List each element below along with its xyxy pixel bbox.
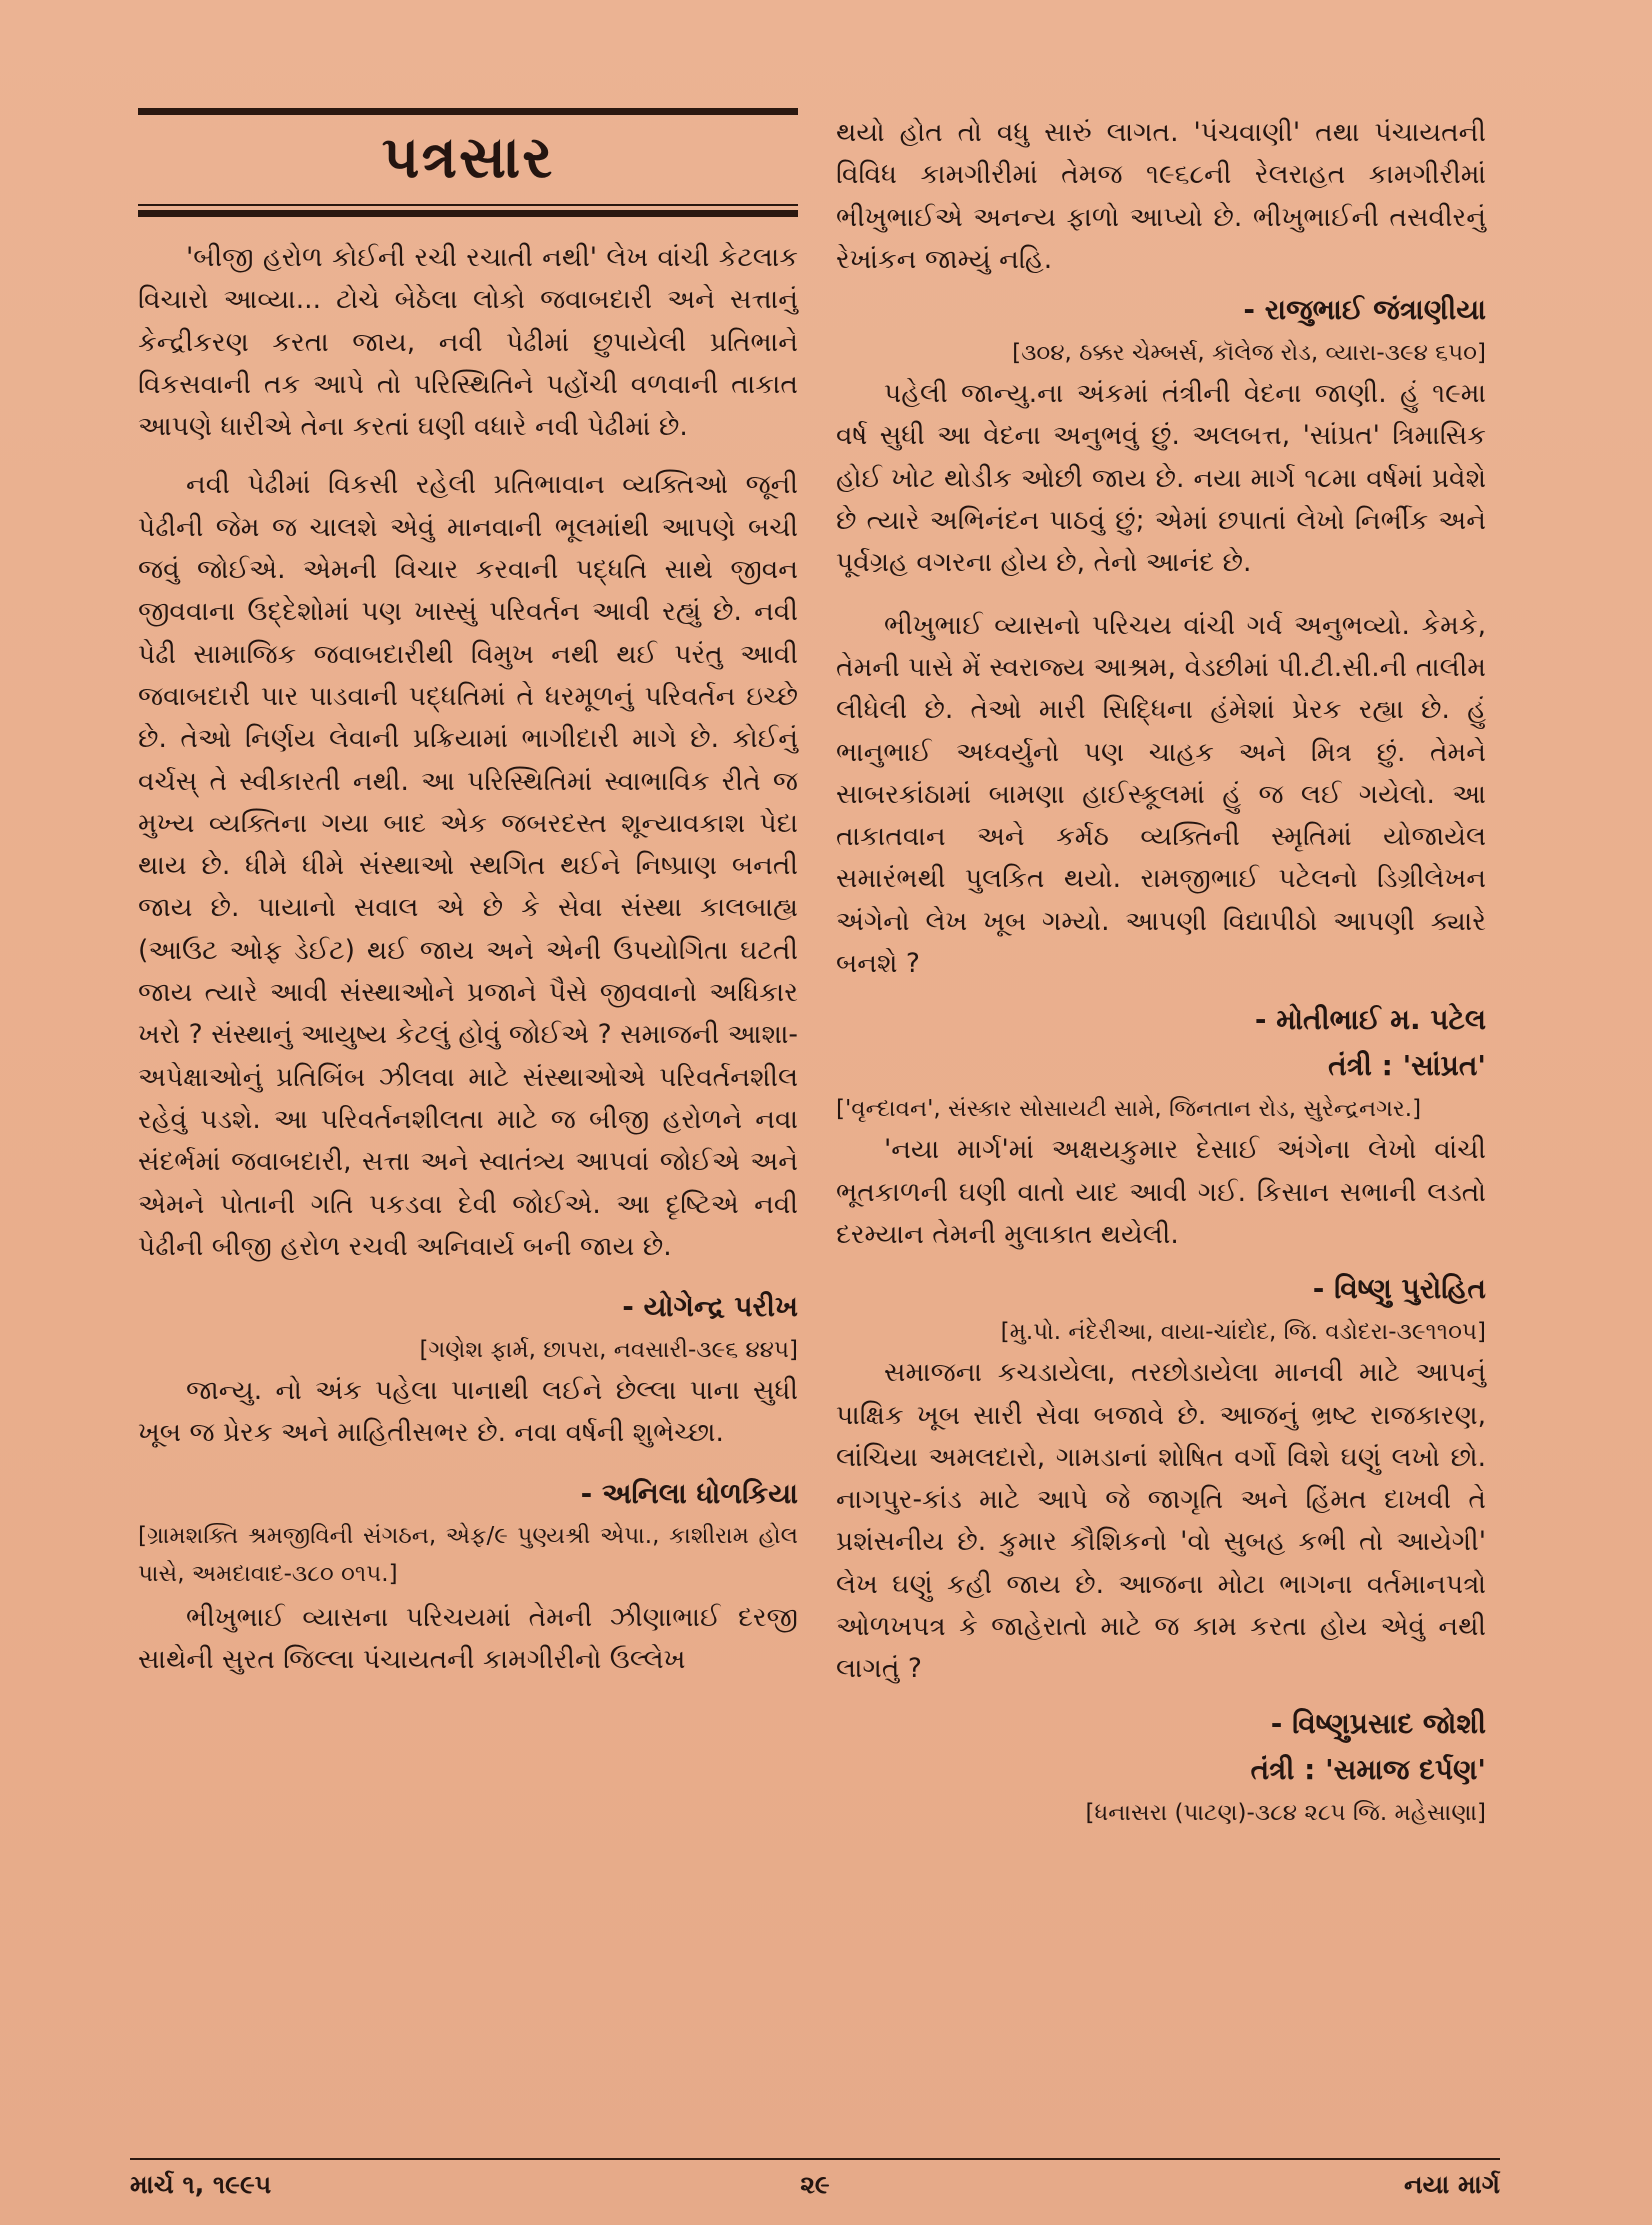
letter-2-signature: - અનિલા ધોળકિયા: [580, 1476, 798, 1510]
title-bottom-rule: [138, 210, 798, 217]
footer-date: માર્ચ ૧, ૧૯૯૫: [130, 2170, 272, 2199]
section-title: પત્રસાર: [381, 123, 555, 191]
letter-4-editor-line: તંત્રી : 'સાંપ્રત': [1328, 1049, 1486, 1083]
title-top-rule: [138, 108, 798, 115]
title-bottom-rule-thin: [138, 204, 798, 206]
letter-3-signature: - રાજુભાઈ જંત્રાણીયા: [1243, 293, 1486, 327]
letter-4-paragraph-2: ભીખુભાઈ વ્યાસનો પરિચય વાંચી ગર્વ અનુભવ્યો. કેમકે, તેમની પાસે મેં સ્વરાજ્ય આશ્રમ, વેડછીમાં પી.ટી.સી.ની તાલીમ લીધેલી છે. તેઓ મારી સિદ્ધિના હંમેશાં પ્રેરક રહ્યા છે. હું ભાનુભાઈ અધ્વર્યુનો પણ ચાહક અને મિત્ર છું. તેમને સાબરકાંઠામાં બામણા હાઈસ્કૂલમાં હું જ લઈ ગયેલો. આ તાકાતવાન અને કર્મઠ વ્યક્તિની સ્મૃતિમાં યોજાયેલ સમારંભથી પુલકિત થયો. રામજીભાઈ પટેલનો ડિગ્રીલેખન અંગેનો લેખ ખૂબ ગમ્યો. આપણી વિદ્યાપીઠો આપણી ક્યારે બનશે ?: [836, 609, 1486, 980]
letter-6-signature: - વિષ્ણુપ્રસાદ જોશી: [1270, 1706, 1486, 1740]
letter-5-address: [મુ.પો. નંદેરીઆ, વાયા-ચાંદોદ, જિ. વડોદરા-૩૯૧૧૦૫]: [1000, 1319, 1486, 1346]
letter-3-paragraph-continued: થયો હોત તો વધુ સારું લાગત. 'પંચવાણી' તથા પંચાયતની વિવિધ કામગીરીમાં તેમજ ૧૯૬૮ની રેલરાહત કામગીરીમાં ભીખુભાઈએ અનન્ય ફાળો આપ્યો છે. ભીખુભાઈની તસવીરનું રેખાંકન જામ્યું નહિ.: [836, 117, 1486, 275]
footer-page-number: ૨૯: [800, 2170, 830, 2199]
letter-5-signature: - વિષ્ણુ પુરોહિત: [1312, 1272, 1486, 1306]
footer-magazine-name: નયા માર્ગ: [1404, 2170, 1500, 2199]
letter-3-address: [૩૦૪, ઠક્કર ચેમ્બર્સ, કૉલેજ રોડ, વ્યારા-૩૯૪ ૬૫૦]: [1012, 340, 1486, 367]
letter-6-paragraph: સમાજના કચડાયેલા, તરછોડાયેલા માનવી માટે આપનું પાક્ષિક ખૂબ સારી સેવા બજાવે છે. આજનું ભ્રષ્ટ રાજકારણ, લાંચિયા અમલદારો, ગામડાનાં શોષિત વર્ગો વિશે ઘણું લખો છો. નાગપુર-કાંડ માટે આપે જે જાગૃતિ અને હિંમત દાખવી તે પ્રશંસનીય છે. કુમાર કૌશિકનો 'વો સુબહ કભી તો આયેગી' લેખ ઘણું કહી જાય છે. આજના મોટા ભાગના વર્તમાનપત્રો ઓળખપત્ર કે જાહેરાતો માટે જ કામ કરતા હોય એવું નથી લાગતું ?: [836, 1357, 1486, 1685]
letter-1-address: [ગણેશ ફાર્મ, છાપરા, નવસારી-૩૯૬ ૪૪૫]: [419, 1337, 798, 1364]
footer-row: [130, 2170, 1500, 2206]
letter-2-address: [ગ્રામશક્તિ શ્રમજીવિની સંગઠન, એફ/૯ પુણ્યશ્રી એપા., કાશીરામ હોલ પાસે, અમદાવાદ-૩૮૦ ૦૧૫.]: [138, 1522, 798, 1587]
letter-1-paragraph-1: 'બીજી હરોળ કોઈની રચી રચાતી નથી' લેખ વાંચી કેટલાક વિચારો આવ્યા... ટોચે બેઠેલા લોકો જવાબદારી અને સત્તાનું કેન્દ્રીકરણ કરતા જાય, નવી પેઢીમાં છુપાયેલી પ્રતિભાને વિકસવાની તક આપે તો પરિસ્થિતિને પહોંચી વળવાની તાકાત આપણે ધારીએ તેના કરતાં ઘણી વધારે નવી પેઢીમાં છે.: [138, 242, 798, 443]
letter-1-signature: - યોગેન્દ્ર પરીખ: [622, 1290, 798, 1324]
letter-4-address: ['વૃન્દાવન', સંસ્કાર સોસાયટી સામે, જિનતાન રોડ, સુરેન્દ્રનગર.]: [836, 1096, 1422, 1123]
letter-5-paragraph: 'નયા માર્ગ'માં અક્ષયકુમાર દેસાઈ અંગેના લેખો વાંચી ભૂતકાળની ઘણી વાતો યાદ આવી ગઈ. કિસાન સભાની લડતો દરમ્યાન તેમની મુલાકાત થયેલી.: [836, 1134, 1486, 1250]
letter-1-paragraph-2: નવી પેઢીમાં વિકસી રહેલી પ્રતિભાવાન વ્યક્તિઓ જૂની પેઢીની જેમ જ ચાલશે એવું માનવાની ભૂલમાંથી આપણે બચી જવું જોઈએ. એમની વિચાર કરવાની પદ્ધતિ સાથે જીવન જીવવાના ઉદ્દેશોમાં પણ ખાસ્સું પરિવર્તન આવી રહ્યું છે. નવી પેઢી સામાજિક જવાબદારીથી વિમુખ નથી થઈ પરંતુ આવી જવાબદારી પાર પાડવાની પદ્ધતિમાં તે ધરમૂળનું પરિવર્તન ઇચ્છે છે. તેઓ નિર્ણય લેવાની પ્રક્રિયામાં ભાગીદારી માગે છે. કોઈનું વર્ચસ્ તે સ્વીકારતી નથી. આ પરિસ્થિતિમાં સ્વાભાવિક રીતે જ મુખ્ય વ્યક્તિના ગયા બાદ એક જબરદસ્ત શૂન્યાવકાશ પેદા થાય છે. ધીમે ધીમે સંસ્થાઓ સ્થગિત થઈને નિષ્પ્રાણ બનતી જાય છે. પાયાનો સવાલ એ છે કે સેવા સંસ્થા કાલબાહ્ય (આઉટ ઓફ ડેઈટ) થઈ જાય અને એની ઉપયોગિતા ઘટતી જાય ત્યારે આવી સંસ્થાઓને પ્રજાને પૈસે જીવવાનો અધિકાર ખરો ? સંસ્થાનું આયુષ્ય કેટલું હોવું જોઈએ ? સમાજની આશા-અપેક્ષાઓનું પ્રતિબિંબ ઝીલવા માટે સંસ્થાઓએ પરિવર્તનશીલ રહેવું પડશે. આ પરિવર્તનશીલતા માટે જ બીજી હરોળને નવા સંદર્ભમાં જવાબદારી, સત્તા અને સ્વાતંત્ર્ય આપવાં જોઈએ અને એમને પોતાની ગતિ પકડવા દેવી જોઈએ. આ દૃષ્ટિએ નવી પેઢીની બીજી હરોળ રચવી અનિવાર્ય બની જાય છે.: [138, 469, 798, 1262]
left-column: [138, 108, 798, 1681]
letter-6-editor-line: તંત્રી : 'સમાજ દર્પણ': [1250, 1752, 1486, 1786]
letter-2-paragraph: જાન્યુ. નો અંક પહેલા પાનાથી લઈને છેલ્લા પાના સુધી ખૂબ જ પ્રેરક અને માહિતીસભર છે. નવા વર્ષની શુભેચ્છા.: [138, 1375, 798, 1449]
letter-3-paragraph-start: ભીખુભાઈ વ્યાસના પરિચયમાં તેમની ઝીણાભાઈ દરજી સાથેની સુરત જિલ્લા પંચાયતની કામગીરીનો ઉલ્લેખ: [138, 1601, 798, 1676]
letter-4-signature: - મોતીભાઈ મ. પટેલ: [1254, 1003, 1486, 1037]
letter-4-paragraph-1: પહેલી જાન્યુ.ના અંકમાં તંત્રીની વેદના જાણી. હું ૧૯મા વર્ષ સુધી આ વેદના અનુભવું છું. અલબત્ત, 'સાંપ્રત' ત્રિમાસિક હોઈ ખોટ થોડીક ઓછી જાય છે. નયા માર્ગ ૧૮મા વર્ષમાં પ્રવેશે છે ત્યારે અભિનંદન પાઠવું છું; એમાં છપાતાં લેખો નિર્ભીક અને પૂર્વગ્રહ વગરના હોય છે, તેનો આનંદ છે.: [836, 378, 1486, 579]
page-footer: [130, 2158, 1500, 2206]
right-column: [836, 112, 1486, 1833]
letter-6-address: [ધનાસરા (પાટણ)-૩૮૪ ૨૮૫ જિ. મહેસાણા]: [1085, 1799, 1486, 1826]
footer-rule: [130, 2158, 1500, 2160]
